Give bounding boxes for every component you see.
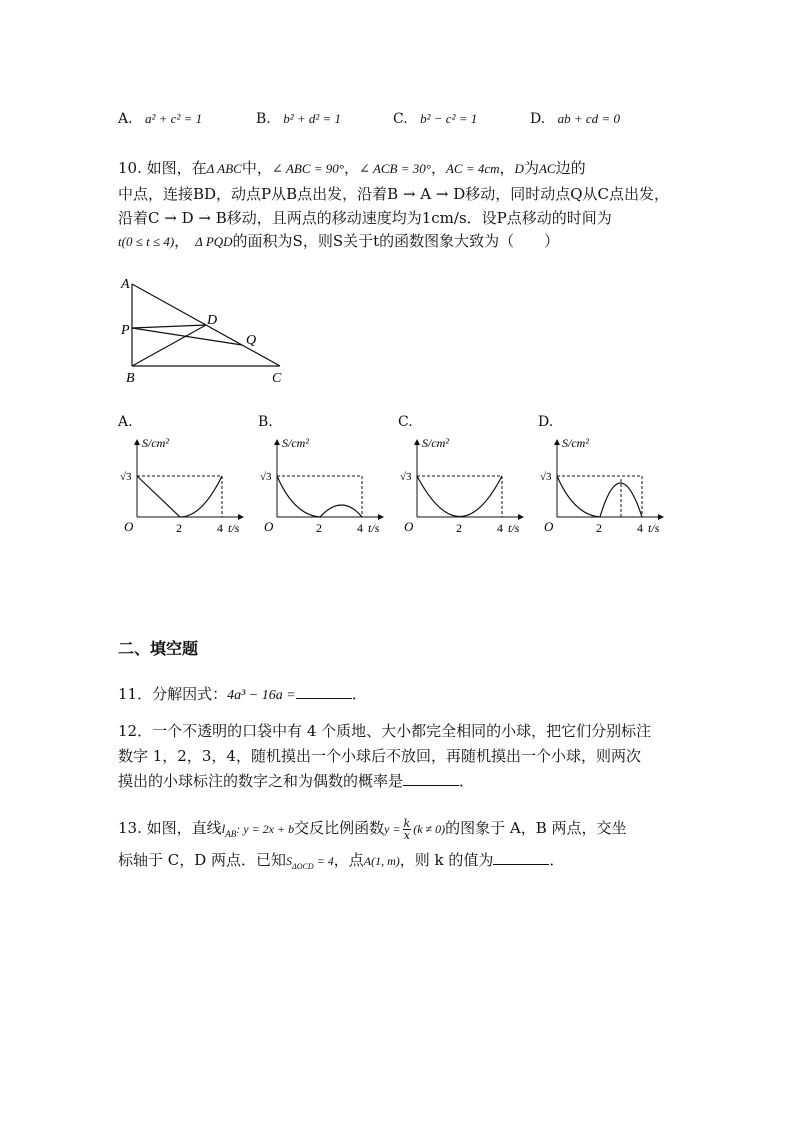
x-axis-arrow-icon <box>518 514 524 520</box>
q13-math: (k ≠ 0) <box>413 822 446 836</box>
y-axis-label: S/cm² <box>422 436 449 450</box>
x-axis-label: t/s <box>368 521 380 535</box>
q12-answer-blank[interactable] <box>403 771 459 786</box>
function-curve <box>417 476 502 517</box>
x-tick-label: 2 <box>176 521 182 535</box>
q10-math: Δ ABC <box>206 161 242 176</box>
q10-option-graph <box>538 415 673 538</box>
q9-option-d-expr: ab + cd = 0 <box>557 111 620 126</box>
q10-math: Δ PQD <box>195 234 233 249</box>
q10-line-3: 沿着C → D → B移动，且两点的移动速度均为1cm/s．设P点移动的时间为 <box>118 209 612 227</box>
q10-text: 边的 <box>555 159 586 177</box>
q9-option-c-expr: b² − c² = 1 <box>420 111 478 126</box>
q10-option-plot <box>258 433 393 538</box>
q9-option-d-label: D. <box>530 111 546 127</box>
q9-option-c-label: C. <box>393 111 408 127</box>
y-axis-arrow-icon <box>274 439 280 445</box>
q10-option-graph <box>258 415 393 538</box>
q13-text: 的图象于 A，B 两点，交坐 <box>445 819 627 837</box>
q10-math: AC <box>538 161 556 176</box>
q9-option-d <box>530 112 620 126</box>
q13-fraction-num: k <box>403 816 411 830</box>
q13-math: S <box>286 854 293 868</box>
x-axis-arrow-icon <box>658 514 664 520</box>
origin-label: O <box>404 519 414 534</box>
point-b-label: B <box>126 371 135 386</box>
point-c-label: C <box>272 371 282 386</box>
function-curve <box>277 476 362 517</box>
q13-text: 标轴于 C，D 两点．已知 <box>118 851 287 869</box>
x-axis-arrow-icon <box>378 514 384 520</box>
origin-label: O <box>544 519 554 534</box>
q13-answer-blank[interactable] <box>493 850 549 865</box>
q13-text: 13. 如图，直线 <box>118 819 222 837</box>
q13-end: ． <box>549 851 565 869</box>
q10-option-plot <box>538 433 673 538</box>
q10-option-label: C. <box>398 414 413 430</box>
segment-pq <box>132 328 242 345</box>
y-axis-label: S/cm² <box>562 436 589 450</box>
q11-end: ． <box>351 685 367 703</box>
q12-line-2: 数字 1，2，3，4，随机摸出一个小球后不放回，再随机摸出一个小球，则两次 <box>118 747 641 765</box>
y-value-label: √3 <box>400 471 412 483</box>
x-tick-label: 4 <box>357 521 363 535</box>
q10-option-graph <box>398 415 533 538</box>
x-tick-label: 2 <box>456 521 462 535</box>
q10-triangle-figure <box>112 272 292 387</box>
q12-text: 摸出的小球标注的数字之和为偶数的概率是 <box>118 772 404 790</box>
q10-text: ， <box>174 232 190 250</box>
q13-line-1 <box>118 817 627 841</box>
q10-option-plot <box>398 433 533 538</box>
q10-option-label: B. <box>258 414 273 430</box>
q10-math: AC = 4cm <box>445 161 500 176</box>
origin-label: O <box>124 519 134 534</box>
y-axis-arrow-icon <box>414 439 420 445</box>
q11 <box>118 683 367 704</box>
q9-option-a-label: A. <box>118 111 133 127</box>
segment-bd <box>132 325 206 366</box>
q10-option-plot <box>118 433 253 538</box>
q11-expr: 4a³ − 16a = <box>227 688 296 703</box>
x-tick-label: 2 <box>596 521 602 535</box>
q13-line-2 <box>118 849 564 871</box>
y-axis-arrow-icon <box>134 439 140 445</box>
x-axis-label: t/s <box>508 521 520 535</box>
q9-option-a-expr: a² + c² = 1 <box>145 111 203 126</box>
q10-line-4 <box>118 230 559 251</box>
q10-line-2: 中点，连接BD，动点P从B点出发，沿着B → A → D移动，同时动点Q从C点出发， <box>118 185 670 203</box>
q13-fraction <box>403 818 412 841</box>
y-axis-label: S/cm² <box>282 436 309 450</box>
q9-option-a <box>118 112 202 126</box>
y-value-label: √3 <box>540 471 552 483</box>
q11-text: 11．分解因式： <box>118 685 228 703</box>
q13-math: = 4 <box>313 854 334 868</box>
q10-option-graph <box>118 415 253 538</box>
y-axis-arrow-icon <box>554 439 560 445</box>
q10-text: ， <box>499 159 515 177</box>
x-axis-label: t/s <box>648 521 660 535</box>
x-tick-label: 2 <box>316 521 322 535</box>
point-d-label: D <box>207 313 218 328</box>
section-title: 二、填空题 <box>118 639 199 658</box>
q10-text: 为 <box>523 159 539 177</box>
q10-line-1 <box>118 157 586 178</box>
q13-math-sub: AB <box>225 829 237 839</box>
function-curve <box>137 476 222 517</box>
q13-math: : y = 2x + b <box>236 822 295 836</box>
q9-option-b <box>256 112 341 126</box>
q10-text: ， <box>344 159 360 177</box>
x-tick-label: 4 <box>637 521 643 535</box>
q13-math: A(1, m) <box>363 854 400 868</box>
point-q-label: Q <box>246 333 257 348</box>
q12-end: ． <box>459 772 475 790</box>
q10-math: ∠ ACB = 30° <box>359 161 431 176</box>
x-axis-arrow-icon <box>238 514 244 520</box>
q10-text: 的面积为S，则S关于t的函数图象大致为（ ） <box>232 232 560 250</box>
function-curve <box>557 476 642 517</box>
q10-text: 10. 如图，在 <box>118 159 207 177</box>
q12-line-3 <box>118 770 474 791</box>
q13-fraction-den: x <box>403 828 410 842</box>
point-p-label: P <box>121 323 130 338</box>
y-value-label: √3 <box>120 471 132 483</box>
y-value-label: √3 <box>260 471 272 483</box>
q10-math: ∠ ABC = 90° <box>271 161 345 176</box>
q10-math: t(0 ≤ t ≤ 4) <box>118 234 175 249</box>
q11-answer-blank[interactable] <box>296 684 352 699</box>
q12-line-1: 12．一个不透明的口袋中有 4 个质地、大小都完全相同的小球，把它们分别标注 <box>118 722 652 740</box>
x-tick-label: 4 <box>217 521 223 535</box>
q10-option-label: A. <box>118 414 133 430</box>
y-axis-label: S/cm² <box>142 436 169 450</box>
q13-math: l <box>221 821 226 836</box>
q9-option-b-label: B. <box>256 111 271 127</box>
q10-text: ， <box>430 159 446 177</box>
point-a-label: A <box>121 277 130 292</box>
x-axis-label: t/s <box>228 521 240 535</box>
x-tick-label: 4 <box>497 521 503 535</box>
q13-text: ，则 k 的值为 <box>399 851 494 869</box>
q13-text: ，点 <box>333 851 364 869</box>
q13-math: y = <box>384 822 401 836</box>
q13-text: 交反比例函数 <box>294 819 385 837</box>
q10-option-label: D. <box>538 414 554 430</box>
q10-text: 中， <box>241 159 272 177</box>
q9-option-c <box>393 112 477 126</box>
q9-option-b-expr: b² + d² = 1 <box>283 111 342 126</box>
segment-pd <box>132 325 206 328</box>
origin-label: O <box>264 519 274 534</box>
q10-math: D <box>514 161 524 176</box>
q13-math-sub: ΔOCD <box>292 862 314 871</box>
